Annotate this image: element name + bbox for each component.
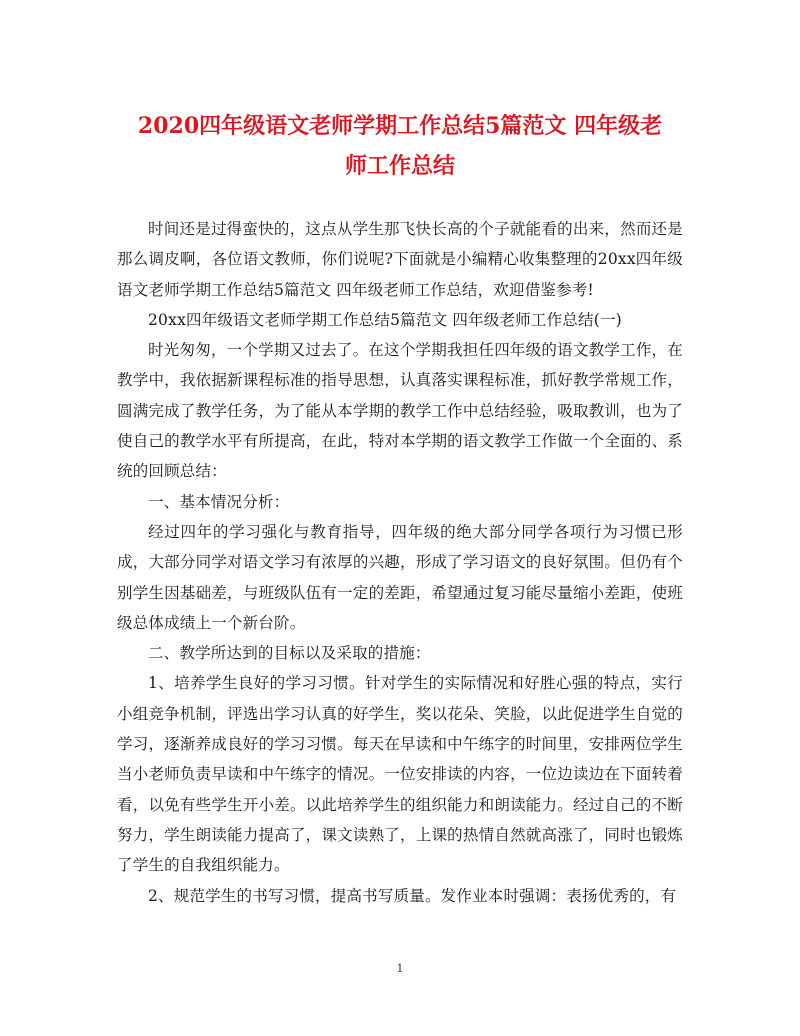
- page-number: 1: [396, 962, 404, 975]
- opening-paragraph: 时光匆匆，一个学期又过去了。在这个学期我担任四年级的语文教学工作，在教学中，我依据新课程标准的指导思想，认真落实课程标准，抓好教学常规工作，圆满完成了教学任务，为了能从本学期的教学工作中总结经验，吸取教训，也为了使自己的教学水平有所提高，在此，特对本学期的语文教学工作做一个全面的、系统的回顾总结：: [117, 341, 683, 481]
- measure-1-paragraph: 1、培养学生良好的学习习惯。针对学生的实际情况和好胜心强的特点，实行小组竞争机制，评选出学习认真的好学生，奖以花朵、笑脸，以此促进学生自觉的学习，逐渐养成良好的学习习惯。每天在早读和中午练字的时间里，安排两位学生当小老师负责早读和中午练字的情况。一位安排读的内容，一位边读边在下面转着看，以免有些学生开小差。以此培养学生的组织能力和朗读能力。经过自己的不断努力，学生朗读能力提高了，课文读熟了，上课的热情自然就高涨了，同时也锻炼了学生的自我组织能力。: [117, 674, 683, 875]
- document-title-line-1: 2020四年级语文老师学期工作总结5篇范文 四年级老: [137, 113, 663, 139]
- document-title-line-2: 师工作总结: [344, 153, 455, 179]
- intro-paragraph: 时间还是过得蛮快的，这点从学生那飞快长高的个子就能看的出来，然而还是那么调皮啊，各位语文教师，你们说呢?下面就是小编精心收集整理的20xx四年级语文老师学期工作总结5篇范文 四年级老师工作总结，欢迎借鉴参考!: [117, 220, 683, 299]
- heading-basic-situation: 一、基本情况分析：: [148, 492, 290, 511]
- document-body: [117, 214, 683, 911]
- basic-situation-paragraph: 经过四年的学习强化与教育指导，四年级的绝大部分同学各项行为习惯已形成，大部分同学对语文学习有浓厚的兴趣，形成了学习语文的良好氛围。但仍有个别学生因基础差，与班级队伍有一定的差距，希望通过复习能尽量缩小差距，使班级总体成绩上一个新台阶。: [117, 522, 683, 632]
- section-heading-part-1: 20xx四年级语文老师学期工作总结5篇范文 四年级老师工作总结(一): [148, 310, 622, 329]
- heading-goals-measures: 二、教学所达到的目标以及采取的措施：: [148, 644, 431, 663]
- measure-2-paragraph: 2、规范学生的书写习惯，提高书写质量。发作业本时强调：表扬优秀的，有: [148, 886, 677, 905]
